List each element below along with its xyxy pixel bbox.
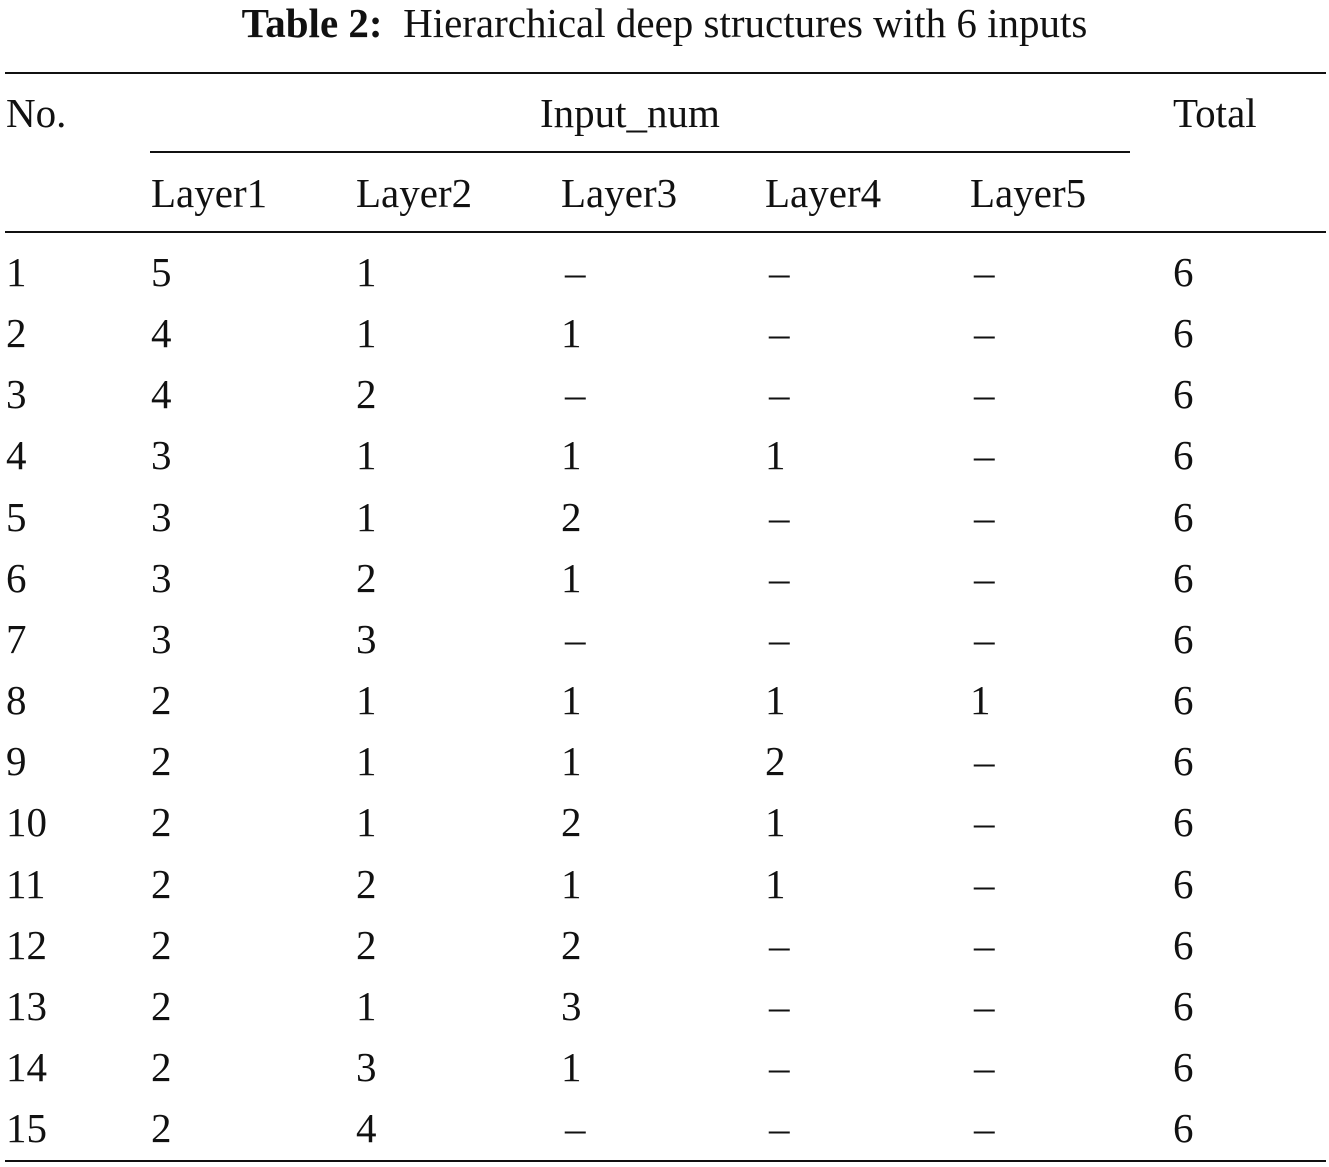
table-cell: 1 <box>765 432 786 479</box>
table-cell: – <box>974 1043 995 1090</box>
table-cell: 11 <box>6 860 46 907</box>
table-cell: 6 <box>1173 860 1194 907</box>
table-cell: – <box>769 249 790 295</box>
table-cell: 3 <box>151 493 172 540</box>
table-cell: 1 <box>561 860 582 907</box>
table-cell: – <box>565 1105 586 1152</box>
table-cell: 3 <box>151 432 172 479</box>
table-cell: – <box>769 615 790 662</box>
table-cell: 1 <box>561 554 582 601</box>
table-cell: 2 <box>151 799 172 846</box>
table-cell: 3 <box>356 1043 377 1090</box>
table-cell: – <box>974 860 995 907</box>
table-cell: 6 <box>1173 799 1194 846</box>
table-cell: 6 <box>1173 310 1194 357</box>
table-cell: – <box>769 310 790 357</box>
table-cell: 12 <box>6 921 47 968</box>
table-cell: – <box>565 615 586 662</box>
table-cell: – <box>769 921 790 968</box>
table-cell: 6 <box>1173 615 1194 662</box>
table-cell: 4 <box>356 1105 377 1152</box>
table-cell: – <box>974 249 995 295</box>
table-cell: 5 <box>6 493 27 540</box>
header-layer-3: Layer3 <box>561 170 678 216</box>
table-cell: 1 <box>561 738 582 785</box>
table-cell: 2 <box>151 1105 172 1152</box>
table-cell: 1 <box>765 860 786 907</box>
table-cell: – <box>974 982 995 1029</box>
table-cell: 3 <box>151 554 172 601</box>
header-total: Total <box>1173 90 1257 136</box>
table-cell: – <box>974 432 995 479</box>
table-cell: 1 <box>561 1043 582 1090</box>
table-cell: – <box>974 921 995 968</box>
table-cell: 1 <box>765 677 786 724</box>
table-cell: – <box>974 493 995 540</box>
table-cell: 1 <box>356 982 377 1029</box>
table-cell: 2 <box>151 738 172 785</box>
table-cell: 1 <box>356 432 377 479</box>
table-cell: – <box>769 1043 790 1090</box>
table-cell: 2 <box>151 677 172 724</box>
table-cell: – <box>769 371 790 418</box>
table-cell: 6 <box>1173 982 1194 1029</box>
table-cell: 3 <box>151 615 172 662</box>
header-layer-5: Layer5 <box>970 170 1087 216</box>
table-cell: 6 <box>1173 921 1194 968</box>
table-cell: – <box>974 554 995 601</box>
table-cell: – <box>769 1105 790 1152</box>
table-cell: 6 <box>1173 1043 1194 1090</box>
table-cell: – <box>974 738 995 785</box>
table-cell: 6 <box>1173 554 1194 601</box>
table-cell: – <box>565 249 586 295</box>
table-cell: 1 <box>561 677 582 724</box>
table-cell: – <box>565 371 586 418</box>
table-cell: 1 <box>561 310 582 357</box>
table-cell: 3 <box>356 615 377 662</box>
table-cell: 2 <box>151 1043 172 1090</box>
table-cell: 1 <box>356 677 377 724</box>
table-cell: 2 <box>151 982 172 1029</box>
table-cell: – <box>974 371 995 418</box>
table-cell: 2 <box>151 921 172 968</box>
table-cell: 13 <box>6 982 47 1029</box>
table-cell: – <box>769 554 790 601</box>
table-cell: – <box>769 982 790 1029</box>
table-cell: 1 <box>356 493 377 540</box>
table-cell: 2 <box>151 860 172 907</box>
table-cell: 3 <box>561 982 582 1029</box>
table-label: Table 2: <box>241 0 383 46</box>
table-caption <box>0 0 1329 46</box>
table-cell: 1 <box>6 249 27 295</box>
table-cell: 1 <box>765 799 786 846</box>
table-cell: 6 <box>1173 371 1194 418</box>
table-cell: 2 <box>561 921 582 968</box>
table-cell: 7 <box>6 615 27 662</box>
table-cell: 6 <box>1173 493 1194 540</box>
header-layer-1: Layer1 <box>151 170 268 216</box>
table-cell: 6 <box>1173 677 1194 724</box>
table-cell: 4 <box>6 432 27 479</box>
table-cell: – <box>974 1105 995 1152</box>
header-no: No. <box>6 90 67 136</box>
table-cell: 10 <box>6 799 47 846</box>
table-cell: 1 <box>970 677 991 724</box>
header-input-num: Input_num <box>540 90 720 136</box>
table-cell: 1 <box>356 738 377 785</box>
table-cell: 2 <box>561 493 582 540</box>
table-cell: 2 <box>356 371 377 418</box>
table-cell: 9 <box>6 738 27 785</box>
table-cell: 3 <box>6 371 27 418</box>
table-cell: 4 <box>151 371 172 418</box>
table-cell: 15 <box>6 1105 47 1152</box>
table-cell: – <box>974 615 995 662</box>
table-cell: – <box>974 310 995 357</box>
table-cell: 14 <box>6 1043 47 1090</box>
table-cell: 8 <box>6 677 27 724</box>
table-cell: 6 <box>1173 738 1194 785</box>
table-cell: 2 <box>561 799 582 846</box>
bottom-rule <box>5 1160 1326 1162</box>
header-layer-2: Layer2 <box>356 170 473 216</box>
group-rule <box>150 151 1130 153</box>
top-rule <box>5 72 1326 74</box>
table-cell: 1 <box>356 799 377 846</box>
table-cell: – <box>769 493 790 540</box>
table-cell: 1 <box>561 432 582 479</box>
table-cell: 5 <box>151 249 172 295</box>
table-cell: 6 <box>1173 432 1194 479</box>
table-cell: 6 <box>6 554 27 601</box>
table-cell: 2 <box>356 921 377 968</box>
table-cell: 6 <box>1173 1105 1194 1152</box>
table-cell: 1 <box>356 249 377 295</box>
header-layer-4: Layer4 <box>765 170 882 216</box>
table-cell: 2 <box>356 554 377 601</box>
table-title: Hierarchical deep structures with 6 inputs <box>403 0 1088 46</box>
table-cell: 2 <box>356 860 377 907</box>
table-cell: – <box>974 799 995 846</box>
table-cell: 6 <box>1173 249 1194 295</box>
table-cell: 4 <box>151 310 172 357</box>
table-cell: 2 <box>6 310 27 357</box>
header-rule <box>5 231 1326 233</box>
table-cell: 2 <box>765 738 786 785</box>
table-cell: 1 <box>356 310 377 357</box>
